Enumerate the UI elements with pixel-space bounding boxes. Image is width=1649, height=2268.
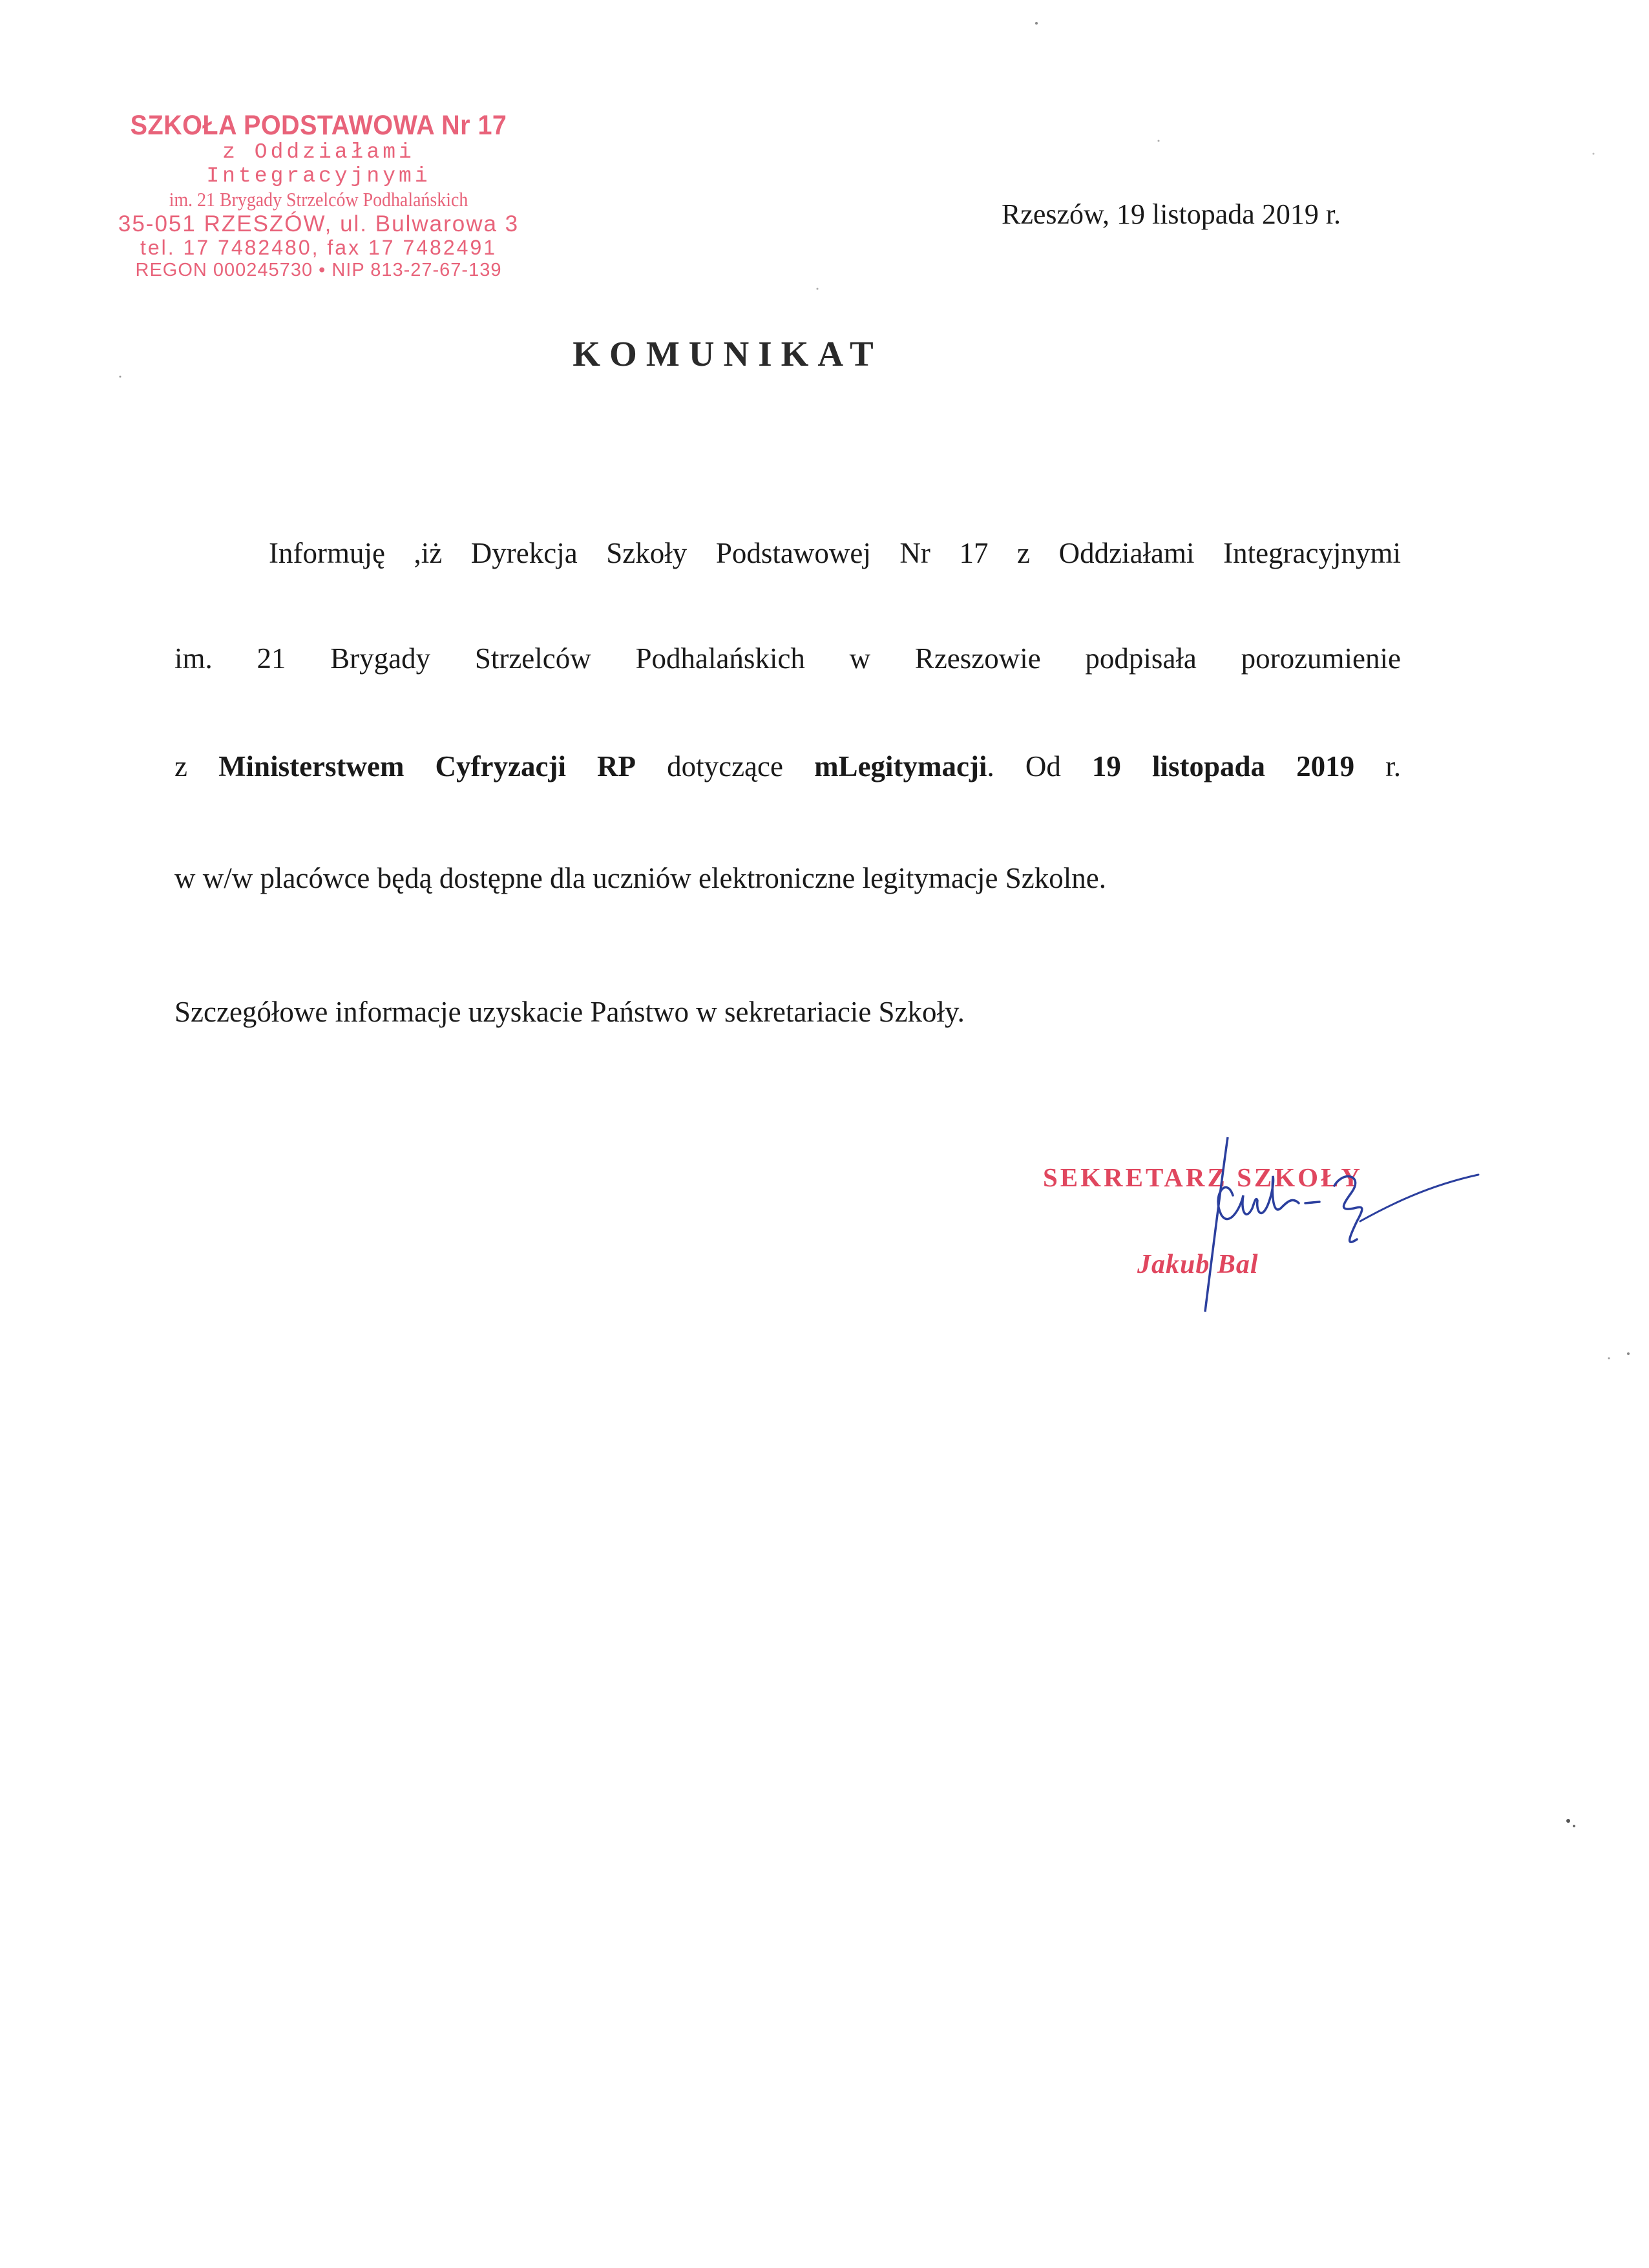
stamp-patron: im. 21 Brygady Strzelców Podhalańskich [169, 188, 468, 211]
body-line-1: Informuję ,iż Dyrekcja Szkoły Podstawowej Nr 17 z Oddziałami Integracyjnymi [269, 537, 1401, 569]
text-span: z [174, 750, 219, 782]
handwritten-signature [1176, 1124, 1486, 1318]
body-line-3 [174, 750, 1401, 783]
signature-stamp-name: Jakub Bal [1137, 1250, 1259, 1279]
document-title [0, 333, 1649, 374]
bold-ministry: Ministerstwem Cyfryzacji RP [218, 750, 636, 782]
bold-date: 19 listopada 2019 [1091, 750, 1355, 782]
school-stamp [109, 110, 529, 280]
stamp-subtitle: z Oddziałami Integracyjnymi [206, 140, 431, 189]
signature-stamp-title: SEKRETARZ SZKOŁY [1043, 1162, 1363, 1192]
stamp-school-name: SZKOŁA PODSTAWOWA Nr 17 [130, 110, 507, 141]
text-span: dotyczące [636, 750, 815, 782]
text-span: . Od [987, 750, 1092, 782]
stamp-regon-nip: REGON 000245730 • NIP 813-27-67-139 [135, 259, 502, 280]
title-text: KOMUNIKAT [572, 334, 883, 373]
text-span: r. [1354, 750, 1401, 782]
body-line-2: im. 21 Brygady Strzelców Podhalańskich w Rzeszowie podpisała porozumienie [174, 642, 1401, 675]
body-line-5: Szczegółowe informacje uzyskacie Państwo w sekretariacie Szkoły. [174, 996, 965, 1028]
stamp-phone: tel. 17 7482480, fax 17 7482491 [140, 235, 498, 259]
bold-mlegitymacja: mLegitymacji [814, 750, 987, 782]
stamp-address: 35-051 RZESZÓW, ul. Bulwarowa 3 [118, 211, 520, 236]
document-date: Rzeszów, 19 listopada 2019 r. [1002, 198, 1341, 230]
body-line-4: w w/w placówce będą dostępne dla uczniów elektroniczne legitymacje Szkolne. [174, 862, 1106, 894]
